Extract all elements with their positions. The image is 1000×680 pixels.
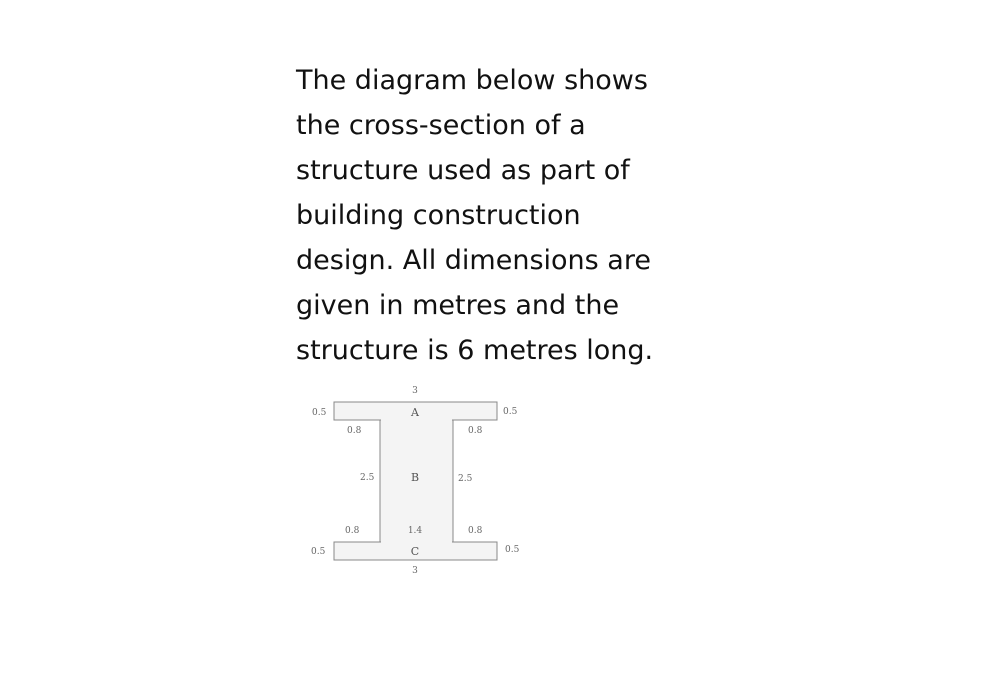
question-line: given in metres and the <box>296 290 620 321</box>
question-text <box>296 58 686 373</box>
bottom-left-thickness-label: 0.5 <box>311 547 326 557</box>
section-c-label: C <box>410 545 420 558</box>
question-line: design. All dimensions are <box>296 245 651 276</box>
top-left-overhang-label: 0.8 <box>347 426 362 436</box>
top-left-thickness-label: 0.5 <box>312 408 327 418</box>
section-b-label: B <box>410 471 420 484</box>
top-width-label: 3 <box>412 386 418 396</box>
web-left-height-label: 2.5 <box>360 473 375 483</box>
section-a-label: A <box>411 406 419 419</box>
question-line: the cross-section of a <box>296 110 586 141</box>
bottom-right-thickness-label: 0.5 <box>505 545 520 555</box>
bottom-width-label: 3 <box>412 566 418 576</box>
question-line: structure used as part of <box>296 155 630 186</box>
bottom-right-overhang-label: 0.8 <box>468 526 483 536</box>
i-beam-cross-section-diagram <box>298 380 538 580</box>
web-width-label: 1.4 <box>407 526 423 536</box>
question-line: structure is 6 metres long. <box>296 335 654 366</box>
top-right-overhang-label: 0.8 <box>468 426 483 436</box>
question-line: building construction <box>296 200 581 231</box>
bottom-left-overhang-label: 0.8 <box>345 526 360 536</box>
question-line: The diagram below shows <box>296 65 648 96</box>
web-right-height-label: 2.5 <box>458 474 473 484</box>
top-right-thickness-label: 0.5 <box>503 407 518 417</box>
